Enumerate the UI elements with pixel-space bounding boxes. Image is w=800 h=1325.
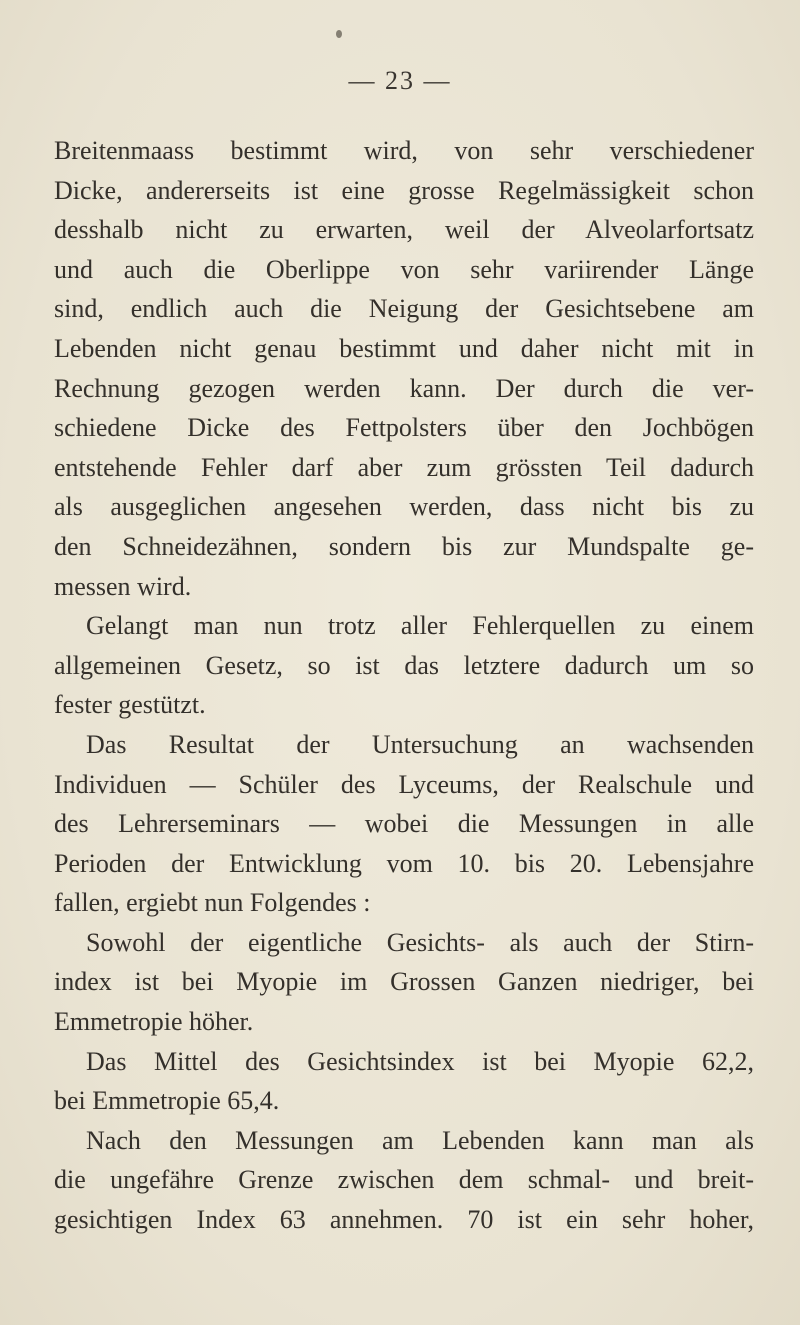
text-line: Nach den Messungen am Lebenden kann man als	[86, 1125, 754, 1155]
text-line: bei Emmetropie 65,4.	[54, 1086, 280, 1116]
text-line: Lebenden nicht genau bestimmt und daher nicht mit in	[54, 333, 754, 363]
text-line: allgemeinen Gesetz, so ist das letztere dadurch um so	[54, 650, 754, 680]
text-line: Breitenmaass bestimmt wird, von sehr verschiedener	[54, 136, 754, 165]
text-line: schiedene Dicke des Fettpolsters über den Jochbögen	[54, 413, 754, 443]
text-line: Sowohl der eigentliche Gesichts- als auch der Stirn-	[86, 927, 754, 957]
text-line: Das Mittel des Gesichtsindex ist bei Myopie 62,2,	[86, 1046, 754, 1076]
text-line: den Schneidezähnen, sondern bis zur Mundspalte ge-	[54, 531, 754, 561]
text-line: fallen, ergiebt nun Folgendes :	[54, 888, 371, 918]
text-line: Das Resultat der Untersuchung an wachsenden	[86, 729, 754, 759]
text-line: sind, endlich auch die Neigung der Gesichtsebene am	[54, 294, 754, 324]
text-line: gesichtigen Index 63 annehmen. 70 ist ein sehr hoher,	[54, 1205, 754, 1235]
text-line: fester gestützt.	[54, 690, 206, 720]
text-line: Emmetropie höher.	[54, 1007, 254, 1037]
text-line: und auch die Oberlippe von sehr variirender Länge	[54, 254, 754, 284]
ink-spot	[336, 30, 342, 38]
text-line: index ist bei Myopie im Grossen Ganzen niedriger, bei	[54, 967, 754, 997]
text-line: als ausgeglichen angesehen werden, dass nicht bis zu	[54, 492, 754, 522]
text-line: des Lehrerseminars — wobei die Messungen in alle	[54, 809, 754, 839]
text-line: Perioden der Entwicklung vom 10. bis 20. Lebensjahre	[54, 848, 754, 878]
text-line: Dicke, andererseits ist eine grosse Regelmässigkeit schon	[54, 175, 754, 205]
text-line: entstehende Fehler darf aber zum grössten Teil dadurch	[54, 452, 754, 482]
text-line: die ungefähre Grenze zwischen dem schmal- und breit-	[54, 1165, 754, 1195]
text-line: Rechnung gezogen werden kann. Der durch die ver-	[54, 373, 754, 403]
text-line: Gelangt man nun trotz aller Fehlerquellen zu einem	[86, 611, 754, 641]
text-line: messen wird.	[54, 571, 192, 601]
page-number: — 23 —	[348, 66, 452, 95]
text-line: desshalb nicht zu erwarten, weil der Alveolarfortsatz	[54, 215, 754, 245]
body-text	[54, 131, 754, 1240]
text-line: Individuen — Schüler des Lyceums, der Realschule und	[54, 769, 754, 799]
